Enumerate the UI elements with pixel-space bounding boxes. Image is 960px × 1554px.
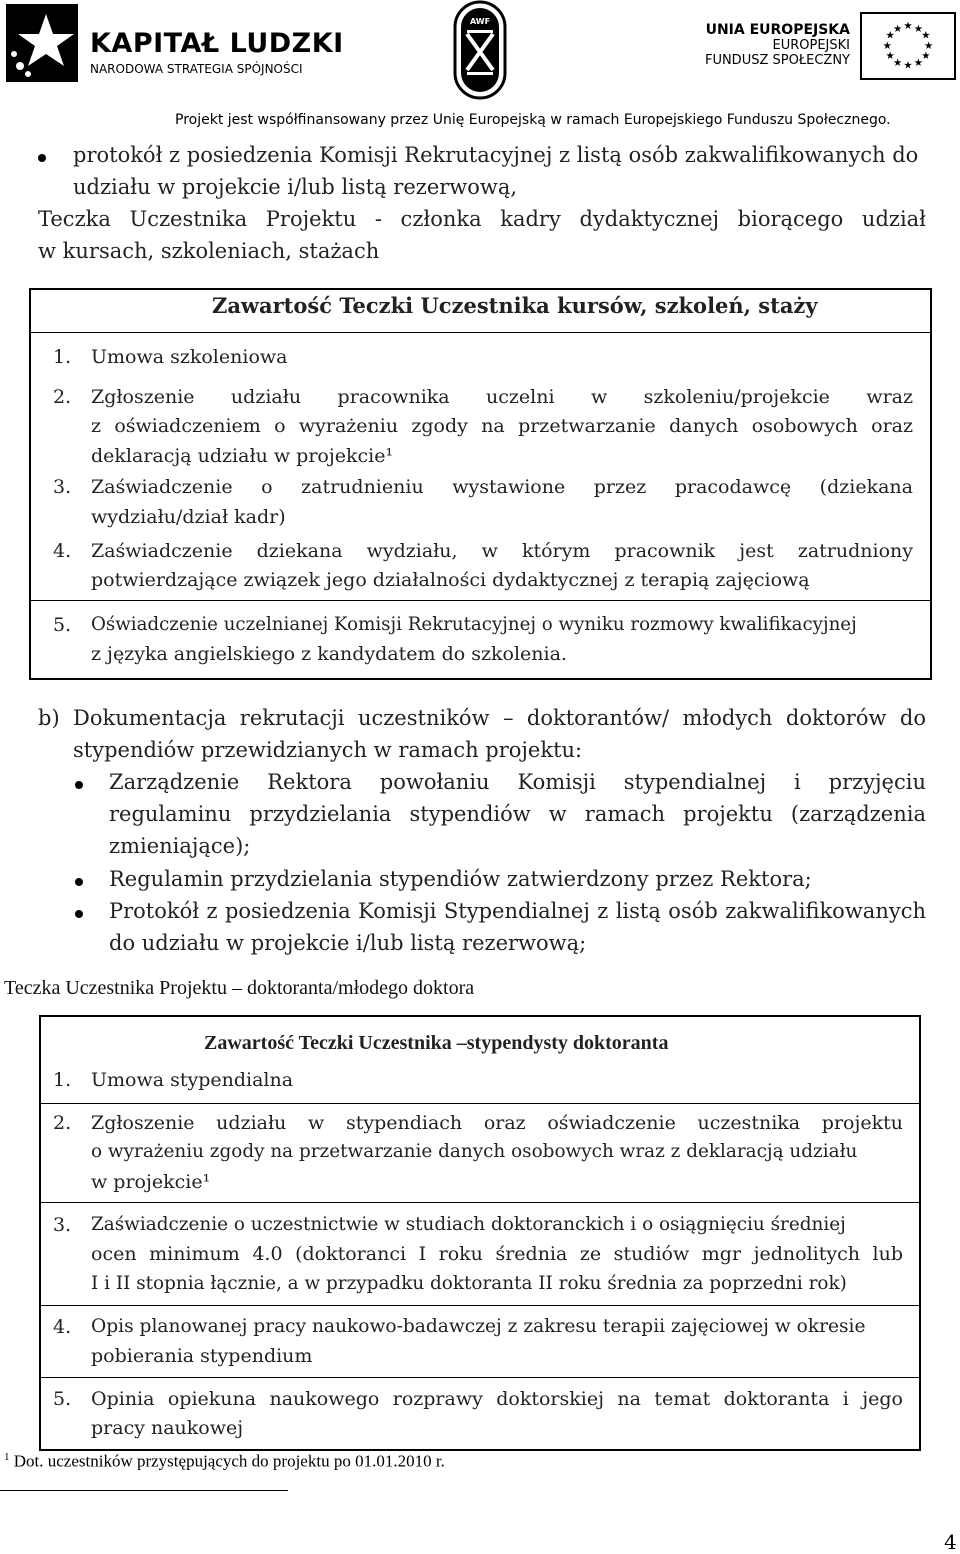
box2-item-number: 3.	[53, 1214, 72, 1236]
kapital-subtitle: NARODOWA STRATEGIA SPÓJNOŚCI	[90, 62, 303, 76]
box2-item-5-line-2: pracy naukowej	[91, 1417, 244, 1439]
intro-bullet-line-1	[73, 141, 926, 169]
eu-line-2: EUROPEJSKI	[772, 38, 850, 53]
section-b-line-1: Dokumentacja rekrutacji uczestników – doktorantów/ młodych doktorów do	[73, 706, 926, 730]
page-number: 4	[944, 1530, 957, 1554]
bullet-icon	[75, 781, 83, 789]
box1-item-number: 3.	[53, 476, 72, 498]
bullet-icon	[75, 910, 83, 918]
box2-item-4-line-2: pobierania stypendium	[91, 1345, 313, 1367]
svg-text:★: ★	[893, 22, 903, 35]
section-b-bullet-3-line-2: do udziału w projekcie i/lub listą rezerwową;	[109, 931, 587, 955]
box2-item-2-line-3: w projekcie¹	[91, 1171, 211, 1193]
box1-item-4-line-1: Zaświadczenie dziekana wydziału, w którym pracownik jest zatrudniony	[91, 540, 913, 562]
section-b-bullet-3-line-1: Protokół z posiedzenia Komisji Stypendialnej z listą osób zakwalifikowanych	[109, 899, 926, 923]
svg-text:★: ★	[924, 39, 934, 52]
box1-item-number: 1.	[53, 346, 72, 368]
box1-item-1-text: Umowa szkoleniowa	[91, 346, 288, 368]
bullet-icon	[38, 154, 46, 162]
box1-item-5-line-2: z języka angielskiego z kandydatem do szkolenia.	[91, 643, 567, 665]
kapital-title: KAPITAŁ LUDZKI	[90, 28, 344, 59]
box1-title: Zawartość Teczki Uczestnika kursów, szkoleń, staży	[212, 293, 818, 318]
svg-text:★: ★	[913, 56, 923, 69]
teczka-heading-line-1: Teczka Uczestnika Projektu - członka kadry dydaktycznej biorącego udział	[38, 207, 926, 231]
box1-item-2-line-2: z oświadczeniem o wyrażeniu zgody na przetwarzanie danych osobowych oraz	[91, 415, 913, 437]
eu-line-1: UNIA EUROPEJSKA	[705, 22, 850, 38]
svg-text:★: ★	[913, 22, 923, 35]
box2-title: Zawartość Teczki Uczestnika –stypendysty doktoranta	[204, 1032, 669, 1054]
teczka-doktoranta-heading: Teczka Uczestnika Projektu – doktoranta/młodego doktora	[4, 977, 475, 999]
box2-item-4-line-1: Opis planowanej pracy naukowo-badawczej z zakresu terapii zajęciowej w okresie	[91, 1316, 866, 1337]
section-b-bullet-1-line-1: Zarządzenie Rektora powołaniu Komisji stypendialnej i przyjęciu	[109, 770, 926, 794]
box1-item-number: 2.	[53, 386, 72, 408]
box2-item-2-line-2: o wyrażeniu zgody na przetwarzanie danych osobowych wraz z deklaracją udziału	[91, 1141, 858, 1162]
footnote-text: Dot. uczestników przystępujących do projektu po 01.01.2010 r.	[13, 1451, 445, 1471]
awf-crest-icon	[453, 0, 507, 100]
section-b-bullet-1-line-3: zmieniające);	[109, 834, 251, 858]
intro-bullet-line-2: udziału w projekcie i/lub listą rezerwową,	[73, 175, 518, 199]
svg-text:★: ★	[903, 20, 913, 33]
box1-divider	[29, 600, 932, 601]
box2-divider	[39, 1377, 921, 1378]
svg-text:★: ★	[885, 50, 895, 63]
box2-item-number: 5.	[53, 1388, 72, 1410]
box2-item-1-text: Umowa stypendialna	[91, 1069, 294, 1091]
svg-text:★: ★	[893, 56, 903, 69]
section-b-bullet-1-line-2: regulaminu przydzielania stypendiów w ramach projektu (zarządzenia	[109, 802, 926, 826]
box2-divider	[39, 1305, 921, 1306]
eu-text-block	[705, 22, 850, 68]
box1-item-4-line-2: potwierdzające związek jego działalności dydaktycznej z terapią zajęciową	[91, 569, 810, 591]
eu-line-3: FUNDUSZ SPOŁECZNY	[704, 53, 850, 68]
box1-item-2-line-1: Zgłoszenie udziału pracownika uczelni w szkoleniu/projekcie wraz	[91, 386, 913, 408]
section-b-bullet-2: Regulamin przydzielania stypendiów zatwierdzony przez Rektora;	[109, 867, 812, 891]
box2-item-number: 2.	[53, 1112, 72, 1134]
section-b-line-2: stypendiów przewidzianych w ramach projektu:	[73, 738, 583, 762]
svg-text:★: ★	[885, 29, 895, 42]
kapital-ludzki-logo	[6, 4, 344, 86]
box2-item-3-line-3: I i II stopnia łącznie, a w przypadku doktoranta II roku średnia za poprzedni rok)	[91, 1273, 847, 1294]
awf-badge-text: AWF	[469, 17, 491, 26]
box1-divider	[29, 332, 932, 333]
box1-item-3-line-2: wydziału/dział kadr)	[91, 506, 286, 528]
svg-text:★: ★	[882, 39, 892, 52]
intro-bullet-text: protokół z posiedzenia Komisji Rekrutacyjnej z listą osób zakwalifikowanych do	[73, 143, 919, 167]
box1-item-number: 4.	[53, 540, 72, 562]
box2-item-5-line-1: Opinia opiekuna naukowego rozprawy doktorskiej na temat doktoranta i jego	[91, 1388, 903, 1410]
footnote	[4, 1451, 445, 1472]
eu-flag-icon	[860, 12, 956, 80]
box2-item-2-line-1: Zgłoszenie udziału w stypendiach oraz oświadczenie uczestnika projektu	[91, 1112, 903, 1134]
footnote-mark: 1	[4, 1451, 10, 1463]
box2-item-number: 1.	[53, 1069, 72, 1091]
box2-divider	[39, 1202, 921, 1203]
box2-item-3-line-1: Zaświadczenie o uczestnictwie w studiach doktoranckich i o osiągnięciu średniej	[91, 1214, 846, 1235]
box2-item-3-line-2: ocen minimum 4.0 (doktoranci I roku średnia ze studiów mgr jednolitych lub	[91, 1243, 903, 1265]
section-b-label: b)	[38, 706, 60, 730]
box1-item-2-line-3: deklaracją udziału w projekcie¹	[91, 445, 394, 467]
box1-item-5-line-1: Oświadczenie uczelnianej Komisji Rekrutacyjnej o wyniku rozmowy kwalifikacyjnej	[91, 614, 857, 635]
svg-text:★: ★	[921, 29, 931, 42]
box1-item-number: 5.	[53, 614, 72, 636]
footnote-separator	[0, 1490, 288, 1491]
box2-divider	[39, 1103, 921, 1104]
svg-text:★: ★	[921, 50, 931, 63]
star-logo-icon	[6, 4, 78, 82]
cofinancing-note: Projekt jest współfinansowany przez Unię Europejską w ramach Europejskiego Funduszu Społecznego.	[175, 112, 891, 128]
box1-item-3-line-1: Zaświadczenie o zatrudnieniu wystawione przez pracodawcę (dziekana	[91, 476, 913, 498]
teczka-heading-line-2: w kursach, szkoleniach, stażach	[38, 239, 380, 263]
svg-text:★: ★	[903, 59, 913, 72]
bullet-icon	[75, 878, 83, 886]
box2-item-number: 4.	[53, 1316, 72, 1338]
